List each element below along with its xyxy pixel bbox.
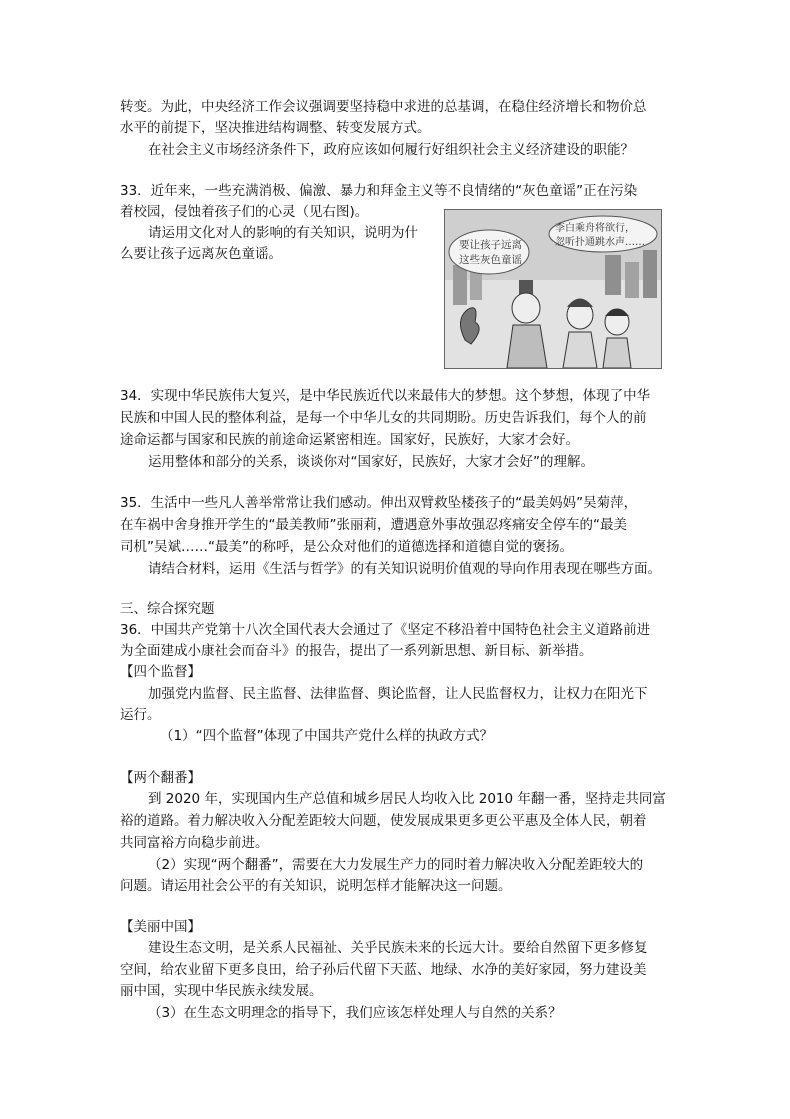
q33-line-1: 33．近年来，一些充满消极、偏激、暴力和拜金主义等不良情绪的“灰色童谣”正在污染	[120, 183, 638, 199]
cartoon-illustration	[444, 209, 662, 369]
q34-line-2: 民族和中国人民的整体利益，是每一个中华儿女的共同期盼。历史告诉我们，每个人的前	[120, 410, 647, 426]
q33-prompt-2: 么要让孩子远离灰色童谣。	[120, 246, 282, 262]
q33-line-2: 着校园，侵蚀着孩子们的心灵（见右图)。	[120, 204, 369, 220]
part2-text-1: 到 2020 年，实现国内生产总值和城乡居民人均收入比 2010 年翻一番，坚持走共同富	[148, 791, 666, 807]
part1-heading: 【四个监督】	[120, 664, 201, 680]
q34-line-3: 途命运都与国家和民族的前途命运紧密相连。国家好，民族好，大家才会好。	[120, 432, 579, 448]
intro-question: 在社会主义市场经济条件下，政府应该如何履行好组织社会主义经济建设的职能？	[148, 142, 634, 158]
part2-question-2: 问题。请运用社会公平的有关知识，说明怎样才能解决这一问题。	[120, 878, 512, 894]
intro-line-1: 转变。为此，中央经济工作会议强调要坚持稳中求进的总基调，在稳住经济增长和物价总	[120, 99, 647, 115]
part2-text-2: 裕的道路。着力解决收入分配差距较大问题，使发展成果更多更公平惠及全体人民，朝着	[120, 813, 647, 829]
q36-line-1: 36．中国共产党第十八次全国代表大会通过了《坚定不移沿着中国特色社会主义道路前进	[120, 622, 651, 638]
q35-line-2: 在车祸中舍身推开学生的“最美教师”张丽莉，遭遇意外事故强忍疼痛安全停车的“最美	[120, 517, 627, 533]
section-heading: 三、综合探究题	[120, 601, 215, 617]
part2-question-1: （2）实现“两个翻番”，需要在大力发展生产力的同时着力解决收入分配差距较大的	[148, 857, 644, 873]
q35-line-1: 35．生活中一些凡人善举常常让我们感动。伸出双臂救坠楼孩子的“最美妈妈”吴菊萍，	[120, 495, 638, 511]
q36-line-2: 为全面建成小康社会而奋斗》的报告，提出了一系列新思想、新目标、新举措。	[120, 643, 593, 659]
part3-text-1: 建设生态文明，是关系人民福祉、关乎民族未来的长远大计。要给自然留下更多修复	[148, 940, 648, 956]
part1-text-2: 运行。	[120, 707, 161, 723]
part2-heading: 【两个翻番】	[120, 770, 201, 786]
q33-prompt-1: 请运用文化对人的影响的有关知识，说明为什	[148, 225, 418, 241]
cartoon-bubble-1-line-2: 这些灰色童谣	[459, 254, 522, 266]
q34-line-1: 34．实现中华民族伟大复兴，是中华民族近代以来最伟大的梦想。这个梦想，体现了中华	[120, 388, 651, 404]
part2-text-3: 共同富裕方向稳步前进。	[120, 835, 269, 851]
q35-question: 请结合材料，运用《生活与哲学》的有关知识说明价值观的导向作用表现在哪些方面。	[148, 561, 661, 577]
part3-question: （3）在生态文明理念的指导下，我们应该怎样处理人与自然的关系？	[148, 1005, 562, 1021]
cartoon-figure-child	[603, 309, 631, 368]
part1-question: （1）“四个监督”体现了中国共产党什么样的执政方式？	[160, 728, 494, 744]
cartoon-bubble-1-line-1: 要让孩子远离	[459, 239, 522, 251]
intro-line-2: 水平的前提下，坚决推进结构调整、转变发展方式。	[120, 120, 431, 136]
part3-text-2: 空间，给农业留下更多良田，给子孙后代留下天蓝、地绿、水净的美好家园，努力建设美	[120, 962, 647, 978]
part1-text-1: 加强党内监督、民主监督、法律监督、舆论监督，让人民监督权力，让权力在阳光下	[148, 686, 648, 702]
cartoon-bubble-2-line-2: 忽听扑通跳水声……	[555, 237, 645, 248]
cartoon-bubble-2-line-1: 李白乘舟将欲行，	[555, 223, 635, 234]
part3-text-3: 丽中国，实现中华民族永续发展。	[120, 983, 323, 999]
q35-line-3: 司机”吴斌……“最美”的称呼，是公众对他们的道德选择和道德自觉的褒扬。	[120, 539, 573, 555]
part3-heading: 【美丽中国】	[120, 919, 201, 935]
q34-question: 运用整体和部分的关系，谈谈你对“国家好，民族好，大家才会好”的理解。	[148, 454, 594, 470]
